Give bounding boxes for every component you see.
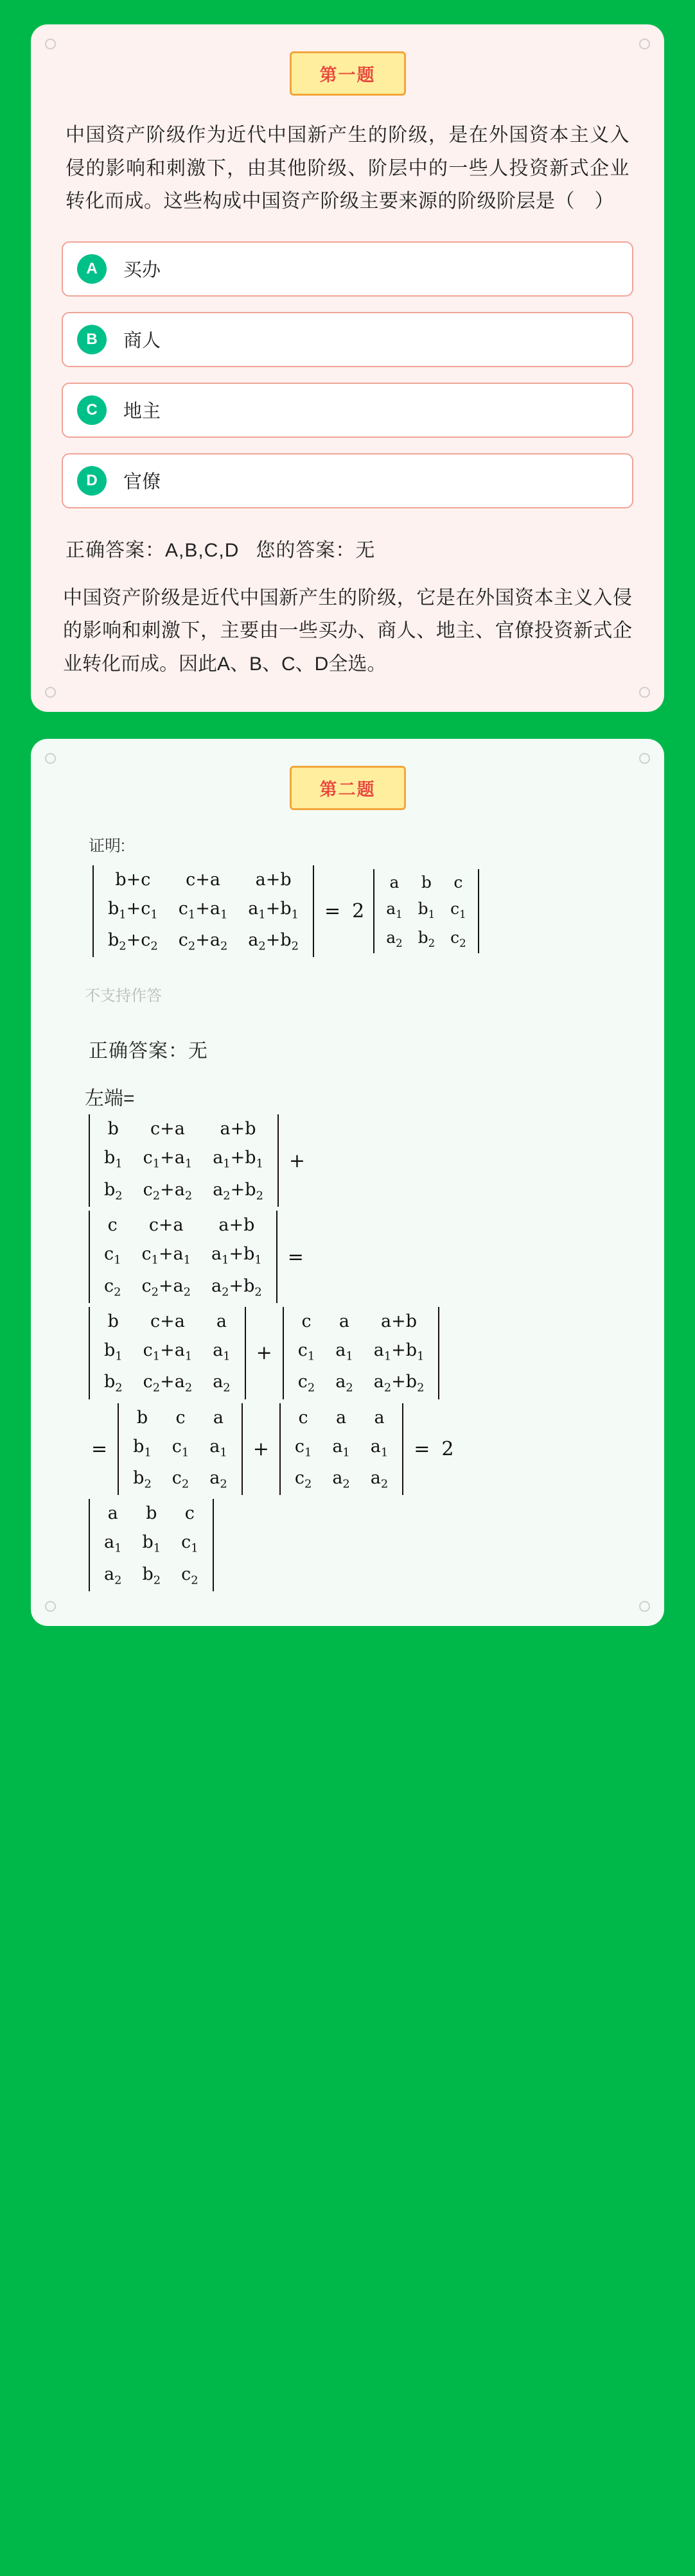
equals-sign: = [324,899,341,922]
correct-answer-value: 无 [188,1041,208,1062]
correct-answer-value: A,B,C,D [165,539,240,561]
question-badge-wrap [59,766,636,810]
screw-icon [639,1601,650,1612]
coefficient: 2 [441,1438,454,1461]
determinant: b c+a a $b_1$ $c_1+a_1$ $a_1$ $b_2$ $c_2+a_2$ $a_2$ [85,1307,250,1399]
solution-step-3 [85,1403,636,1496]
explanation-text: 中国资产阶级是近代中国新产生的阶级，它是在外国资本主义入侵的影响和刺激下，主要由一些买办、商人、地主、官僚投资新式企业转化而成。因此A、B、C、D全选。 [63,587,632,675]
plus-sign: + [252,1438,269,1461]
equals-sign: = [287,1245,304,1268]
option-d[interactable] [62,453,633,508]
option-letter: D [77,466,107,496]
determinant: b c+a a+b $b_1$ $c_1+a_1$ $a_1+b_1$ $b_2$ $c_2+a_2$ $a_2+b_2$ [85,1114,283,1207]
determinant: b c a $b_1$ $c_1$ $a_1$ $b_2$ $c_2$ $a_2$ [114,1403,247,1496]
determinant: c a a+b $c_1$ $a_1$ $a_1+b_1$ $c_2$ $a_2$ $a_2+b_2$ [279,1307,444,1399]
question-card-2 [31,739,664,1627]
determinant: c a a $c_1$ $a_1$ $a_1$ $c_2$ $a_2$ $a_2$ [276,1403,407,1496]
solution-step-1b [85,1211,636,1303]
option-label: 买办 [123,260,161,281]
no-support-notice: 不支持作答 [85,987,162,1005]
screw-icon [639,39,650,49]
equals-sign-2: = [414,1438,430,1461]
option-letter: A [77,254,107,284]
coefficient: 2 [352,899,365,922]
option-letter: C [77,395,107,425]
your-answer-value: 无 [355,539,376,561]
screw-icon [45,753,56,764]
option-a[interactable] [62,241,633,297]
option-b[interactable] [62,312,633,367]
determinant: a b c $a_1$ $b_1$ $c_1$ $a_2$ $b_2$ $c_2$ [85,1499,218,1591]
options-list [62,241,633,508]
option-letter: B [77,325,107,354]
screw-icon [45,1601,56,1612]
equals-sign: = [91,1438,108,1461]
question-badge: 第二题 [290,766,406,810]
solution-step-1 [85,1114,636,1207]
question-equation [89,865,636,958]
left-side-label: 左端= [85,1088,135,1110]
plus-sign: + [288,1149,306,1172]
screw-icon [45,687,56,698]
question-text: 中国资产阶级作为近代中国新产生的阶级，是在外国资本主义入侵的影响和刺激下，由其他阶级、阶层中的一些人投资新式企业转化而成。这些构成中国资产阶级主要来源的阶级阶层是（ ） [66,125,629,212]
answer-summary [89,1035,636,1063]
question-card-1 [31,24,664,712]
option-label: 官僚 [123,472,161,493]
answer-summary [66,534,629,562]
option-label: 商人 [123,331,161,352]
screw-icon [639,753,650,764]
question-badge-wrap [59,51,636,96]
your-answer-label: 您的答案： [256,539,356,561]
proof-label: 证明: [89,836,125,855]
solution-step-4 [85,1499,636,1591]
solution-step-2 [85,1307,636,1399]
screw-icon [45,39,56,49]
determinant-rhs: a b c $a_1$ $b_1$ $c_1$ $a_2$ $b_2$ $c_2$ [369,869,482,953]
screw-icon [639,687,650,698]
determinant-lhs: b+c c+a a+b $b_1+c_1$ $c_1+a_1$ $a_1+b_1$ $b_2+c_2$ $c_2+a_2$ $a_2+b_2$ [89,865,318,958]
option-c[interactable] [62,383,633,438]
correct-answer-label: 正确答案： [89,1041,188,1062]
plus-sign: + [256,1342,272,1365]
question-badge: 第一题 [290,51,406,96]
option-label: 地主 [123,401,161,422]
determinant: c c+a a+b $c_1$ $c_1+a_1$ $a_1+b_1$ $c_2$ $c_2+a_2$ $a_2+b_2$ [85,1211,281,1303]
correct-answer-label: 正确答案： [66,539,165,561]
